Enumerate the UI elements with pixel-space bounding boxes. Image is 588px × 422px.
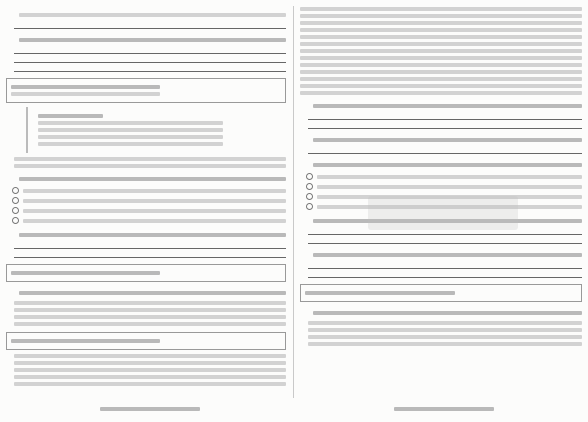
question-number bbox=[300, 102, 310, 111]
page-footer bbox=[394, 404, 494, 414]
choice-option[interactable] bbox=[12, 197, 286, 204]
answer-line[interactable] bbox=[308, 234, 582, 235]
question-row bbox=[300, 101, 582, 111]
question-row bbox=[6, 230, 286, 240]
question-number bbox=[300, 251, 310, 260]
question-body bbox=[14, 301, 286, 326]
section-heading bbox=[6, 332, 286, 350]
question-row bbox=[300, 160, 582, 170]
question-number bbox=[6, 36, 16, 45]
answer-line[interactable] bbox=[14, 28, 286, 29]
answer-line[interactable] bbox=[308, 243, 582, 244]
left-page bbox=[6, 4, 286, 400]
page-footer bbox=[100, 404, 200, 414]
poem-box bbox=[26, 107, 266, 153]
answer-line[interactable] bbox=[14, 53, 286, 54]
essay-prompt bbox=[308, 321, 582, 346]
question-row bbox=[6, 174, 286, 184]
choice-option[interactable] bbox=[306, 173, 582, 180]
column-divider bbox=[293, 6, 294, 398]
question-number bbox=[6, 11, 16, 20]
question-number bbox=[6, 175, 16, 184]
question-number bbox=[300, 161, 310, 170]
choice-option[interactable] bbox=[12, 187, 286, 194]
annotation bbox=[14, 157, 286, 168]
reading-passage bbox=[14, 354, 286, 386]
answer-line[interactable] bbox=[308, 119, 582, 120]
question-number bbox=[300, 136, 310, 145]
question-row bbox=[300, 250, 582, 260]
reading-passage bbox=[300, 7, 582, 95]
question-row bbox=[6, 288, 286, 298]
answer-line[interactable] bbox=[308, 277, 582, 278]
answer-line[interactable] bbox=[308, 128, 582, 129]
answer-line[interactable] bbox=[14, 62, 286, 63]
answer-line[interactable] bbox=[14, 257, 286, 258]
section-heading bbox=[6, 264, 286, 282]
answer-line[interactable] bbox=[14, 71, 286, 72]
question-row bbox=[6, 35, 286, 45]
choice-option[interactable] bbox=[12, 217, 286, 224]
section-heading bbox=[300, 284, 582, 302]
question-row bbox=[6, 10, 286, 20]
question-number bbox=[300, 217, 310, 226]
question-row bbox=[300, 308, 582, 318]
question-number bbox=[6, 289, 16, 298]
question-number bbox=[300, 309, 310, 318]
question-number bbox=[6, 231, 16, 240]
choice-option[interactable] bbox=[12, 207, 286, 214]
answer-line[interactable] bbox=[308, 153, 582, 154]
question-row bbox=[300, 135, 582, 145]
choice-option[interactable] bbox=[306, 183, 582, 190]
answer-line[interactable] bbox=[308, 268, 582, 269]
section-heading bbox=[6, 78, 286, 103]
answer-line[interactable] bbox=[14, 248, 286, 249]
watermark bbox=[368, 196, 518, 230]
